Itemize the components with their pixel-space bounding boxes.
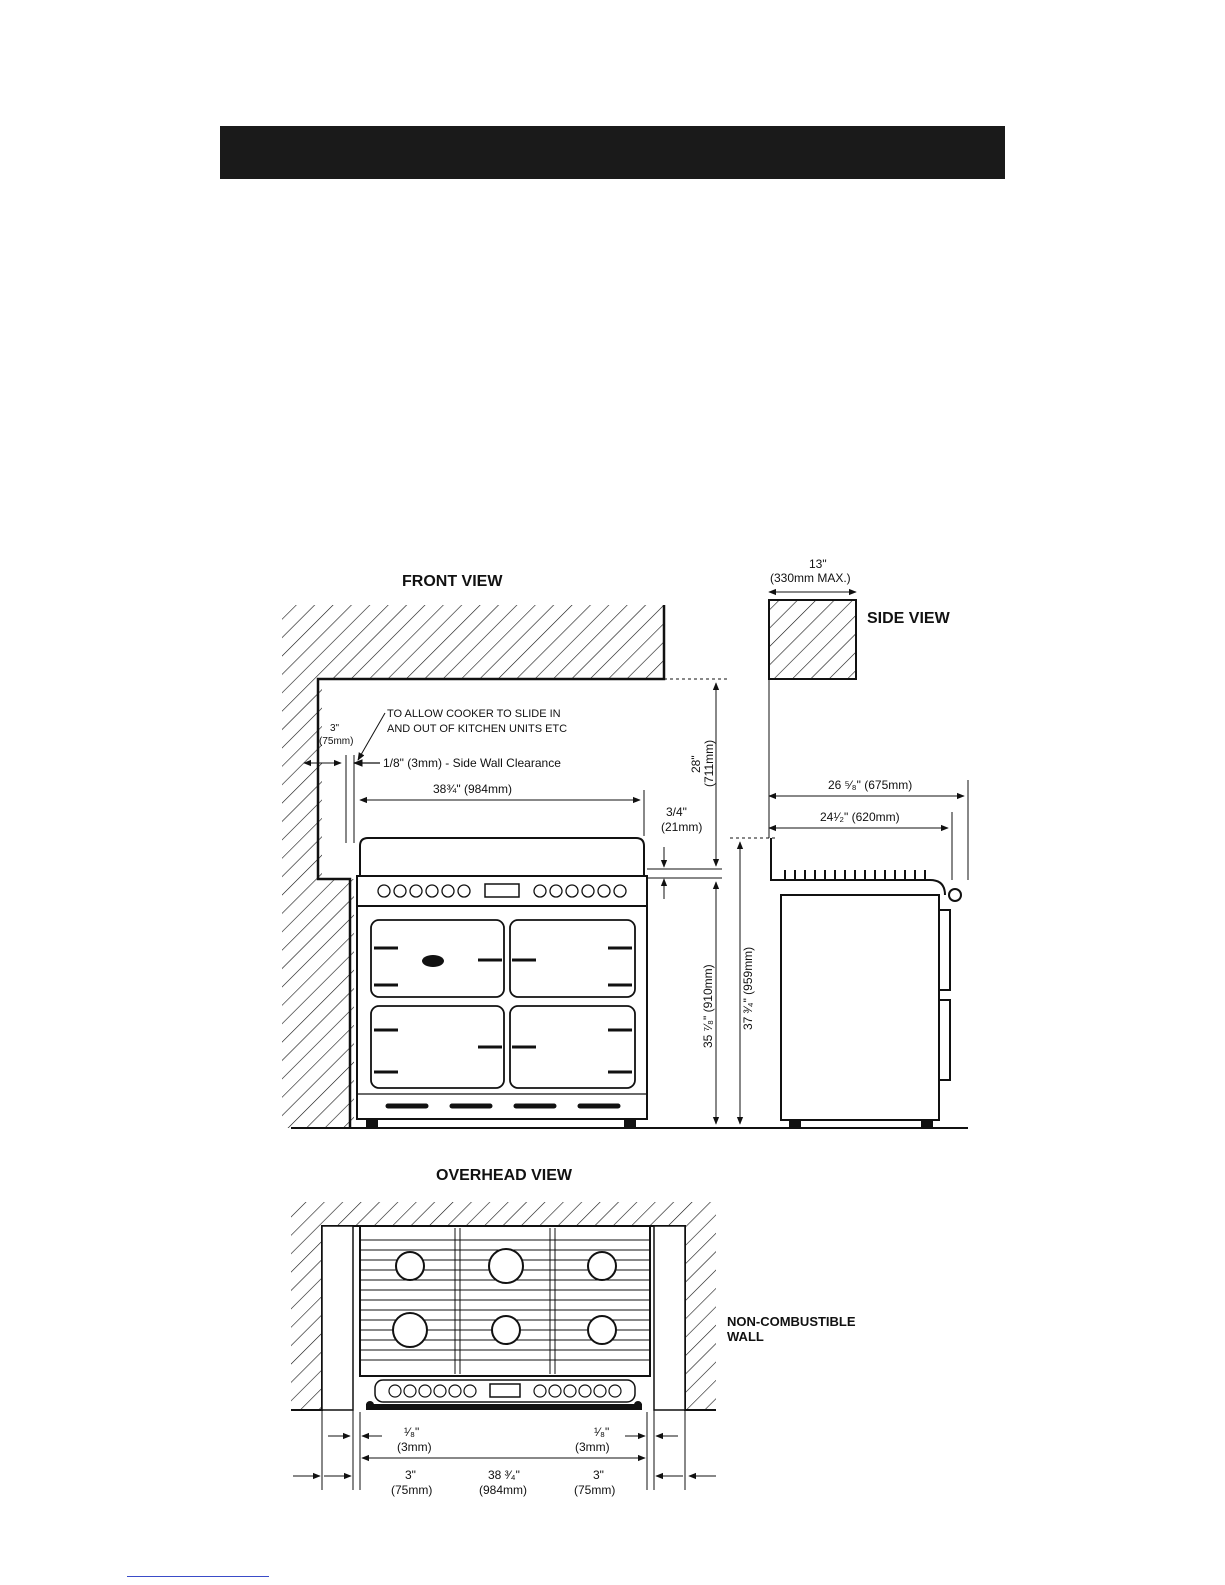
depth-overall-dim: 26 ⁵⁄₈" (675mm) [828,778,913,792]
badge-logo [422,955,444,967]
shelf-depth-in: 13" [809,557,827,571]
side-view [769,557,968,1127]
side-wall-clearance: 1/8" (3mm) - Side Wall Clearance [383,756,561,770]
right-clearance-in: ¹⁄₈" [594,1425,610,1439]
wall-label-line2: WALL [727,1329,764,1344]
cooker-front [357,838,647,1127]
above-height-mm: (711mm) [702,739,716,787]
left-clearance-mm: (3mm) [397,1440,432,1454]
cooker-side [771,838,961,1127]
cooker-top [360,1226,650,1410]
front-width-dim: 38¾" (984mm) [433,782,512,796]
wall-label-line1: NON-COMBUSTIBLE [727,1314,856,1329]
slide-note-line2: AND OUT OF KITCHEN UNITS ETC [387,723,568,735]
right-gap-mm: (75mm) [574,1483,616,1497]
side-gap-in: 3" [330,723,340,734]
side-gap-mm: (75mm) [319,736,354,747]
depth-body-dim: 24¹⁄₂" (620mm) [820,810,900,824]
overhead-width-in: 38 ³⁄₄" [488,1468,520,1482]
top-gap-in: 3/4" [666,805,687,819]
overhead-view-title: OVERHEAD VIEW [436,1167,573,1184]
right-unit [654,1226,685,1410]
shelf-depth-mm: (330mm MAX.) [770,571,851,585]
above-height-in: 28" [689,755,703,773]
overhead-width-mm: (984mm) [479,1483,528,1497]
front-view [282,573,968,1128]
front-view-title: FRONT VIEW [402,573,503,590]
footer-link-underline [127,1576,269,1577]
left-gap-mm: (75mm) [391,1483,433,1497]
left-clearance-in: ¹⁄₈" [404,1425,420,1439]
wall-shelf-hatch [769,600,856,679]
top-gap-mm: (21mm) [661,820,703,834]
hob-height-dim: 35 ⁷⁄₈" (910mm) [701,964,715,1048]
slide-note-line1: TO ALLOW COOKER TO SLIDE IN [387,708,561,720]
side-view-title: SIDE VIEW [867,610,950,627]
clock-display [485,884,519,897]
overhead-view [291,1167,856,1497]
total-height-dim: 37 ³⁄₄" (959mm) [741,946,755,1030]
left-gap-in: 3" [405,1468,416,1482]
note-leader [358,713,385,760]
left-unit [322,1226,353,1410]
right-clearance-mm: (3mm) [575,1440,610,1454]
right-gap-in: 3" [593,1468,604,1482]
